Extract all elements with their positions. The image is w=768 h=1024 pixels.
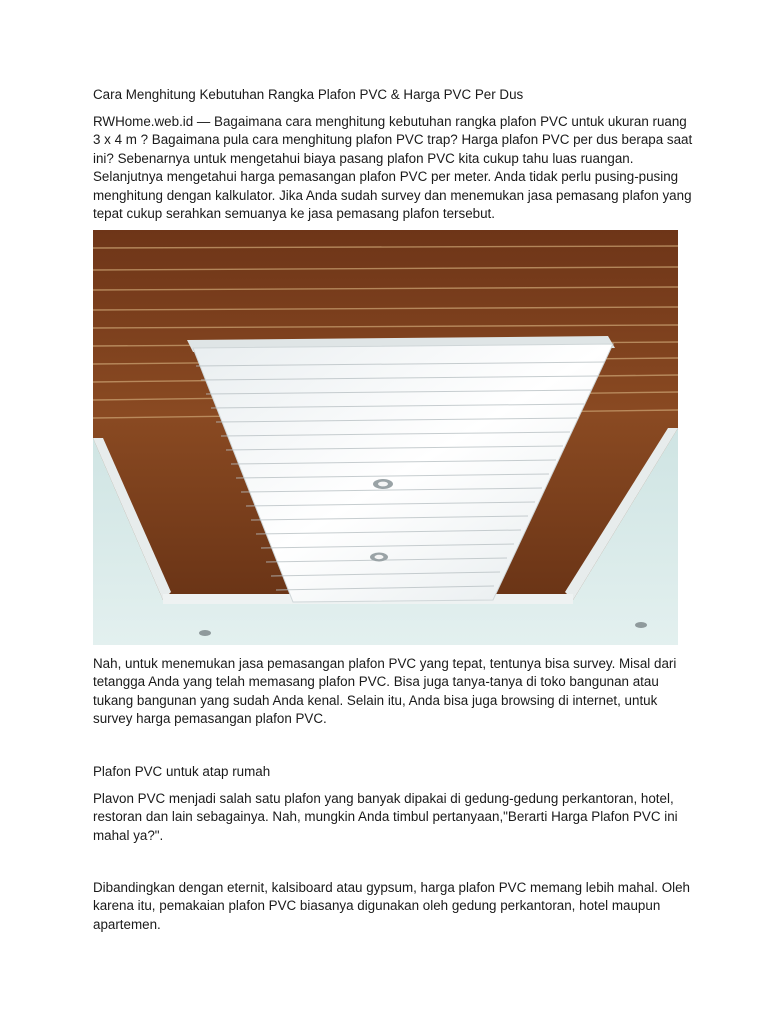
section-heading: Plafon PVC untuk atap rumah <box>93 764 271 779</box>
paragraph-survey <box>93 655 698 729</box>
text-line: Nah, untuk menemukan jasa pemasangan plafon PVC yang tepat, tentunya bisa survey. Misal dari <box>93 656 677 671</box>
text-line: tetangga Anda yang telah memasang plafon PVC. Bisa juga tanya-tanya di toko bangunan atau <box>93 674 659 690</box>
text-line: Dibandingkan dengan eternit, kalsiboard atau gypsum, harga plafon PVC memang lebih mahal. Oleh <box>93 880 690 895</box>
text-line: karena itu, pemakaian plafon PVC biasanya digunakan oleh gedung perkantoran, hotel maupun <box>93 898 661 914</box>
text-line: menghitung dengan kalkulator. Jika Anda sudah survey dan menemukan jasa pemasang plafon yang <box>93 187 692 203</box>
text-line: RWHome.web.id — Bagaimana cara menghitung kebutuhan rangka plafon PVC untuk ukuran ruang <box>93 114 687 129</box>
text-line: restoran dan lain sebagainya. Nah, mungkin Anda timbul pertanyaan,"Berarti Harga Plafon PVC ini <box>93 809 678 825</box>
text-line: Selanjutnya mengetahui harga pemasangan plafon PVC per meter. Anda tidak perlu pusing-pusing <box>93 169 679 185</box>
paragraph-usage <box>93 790 698 845</box>
text-line: tukang bangunan yang sudah Anda kenal. Selain itu, Anda bisa juga browsing di internet, untuk <box>93 692 658 708</box>
paragraph-comparison <box>93 879 698 934</box>
text-line: Plavon PVC menjadi salah satu plafon yang banyak dipakai di gedung-gedung perkantoran, hotel, <box>93 791 674 806</box>
ceiling-photo <box>93 230 678 645</box>
text-line: tepat cukup serahkan semuanya ke jasa pemasang plafon tersebut. <box>93 206 495 222</box>
text-line: survey harga pemasangan plafon PVC. <box>93 711 327 727</box>
text-line: 3 x 4 m ? Bagaimana pula cara menghitung plafon PVC trap? Harga plafon PVC per dus berapa saat <box>93 132 693 148</box>
text-line: ini? Sebenarnya untuk mengetahui biaya pasang plafon PVC kita cukup tahu luas ruangan. <box>93 150 634 166</box>
document-title: Cara Menghitung Kebutuhan Rangka Plafon PVC & Harga PVC Per Dus <box>93 87 524 102</box>
text-line: mahal ya?". <box>93 827 164 843</box>
text-line: apartemen. <box>93 916 161 932</box>
paragraph-intro <box>93 113 698 223</box>
